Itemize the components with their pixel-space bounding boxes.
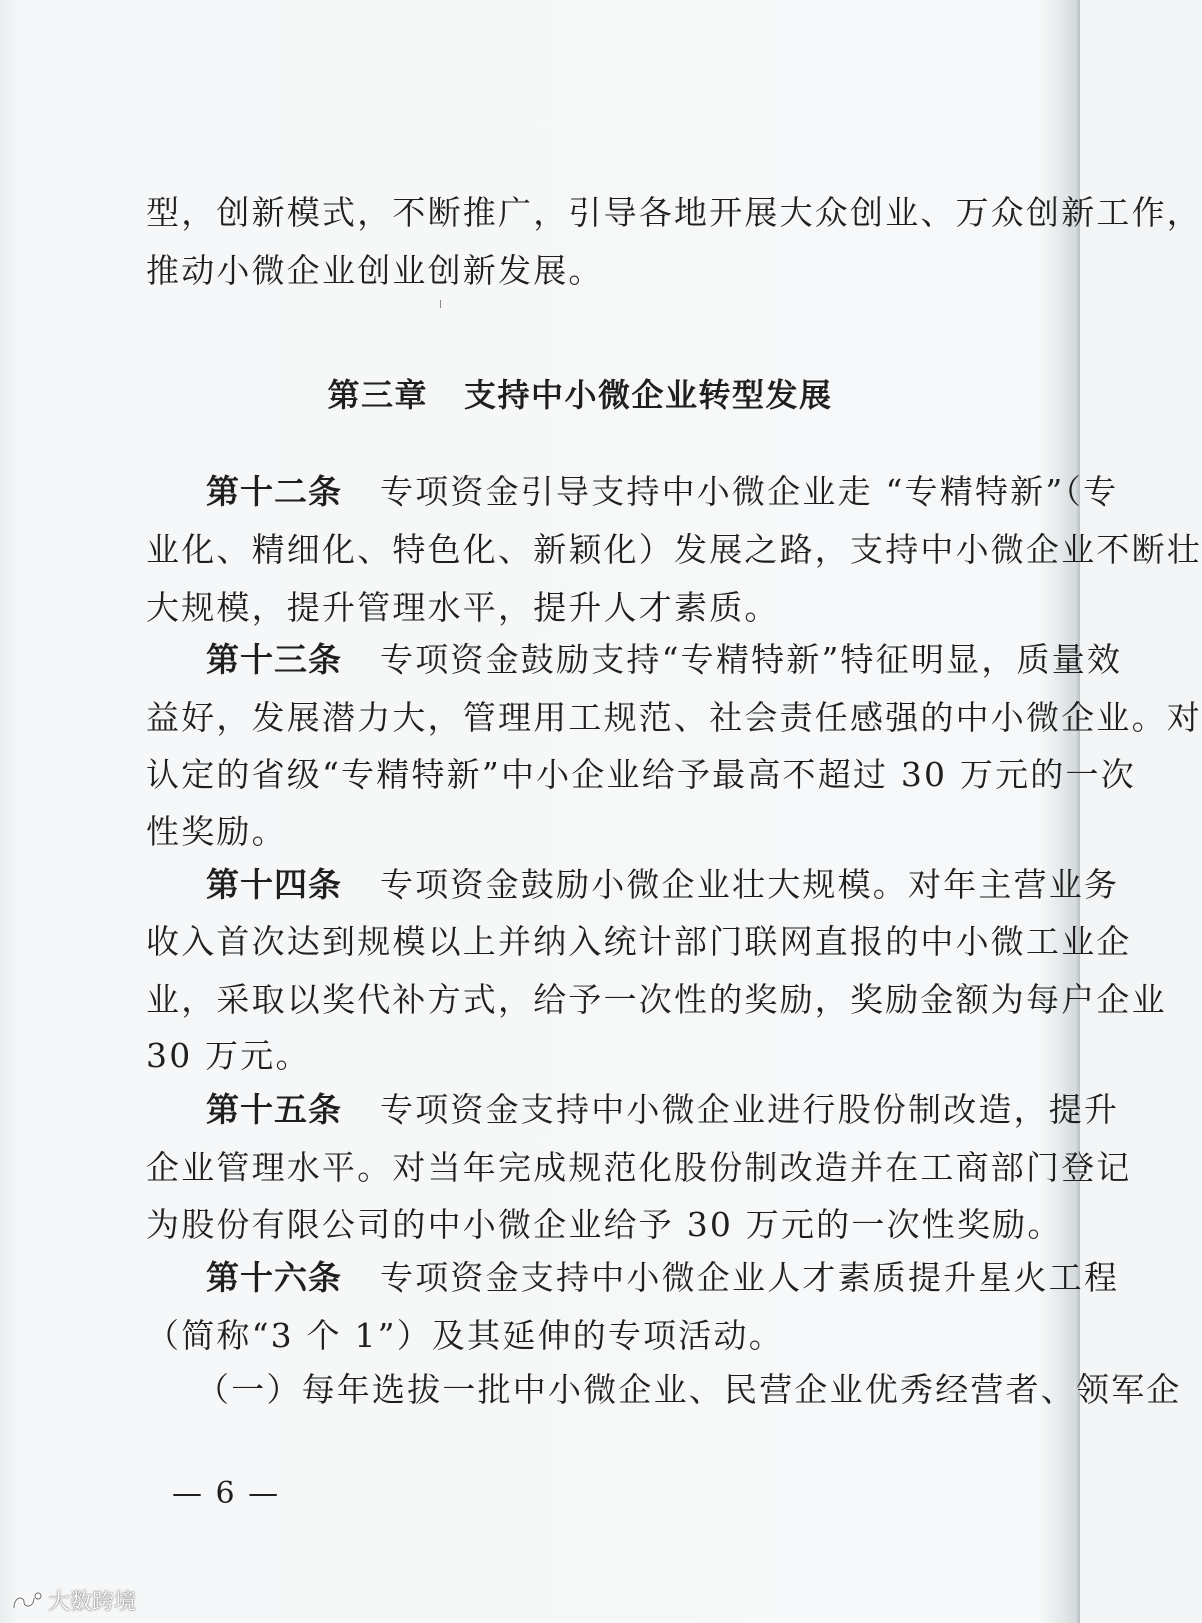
article-14-line-4: 30 万元。 bbox=[146, 1036, 311, 1075]
paragraph-line: 推动小微企业创业创新发展。 bbox=[146, 251, 604, 290]
article-14-line-1: 第十四条 专项资金鼓励小微企业壮大规模。对年主营业务 bbox=[206, 865, 1120, 904]
article-13-line-4: 性奖励。 bbox=[146, 812, 287, 851]
article-16-line-2: （简称“3 个 1”）及其延伸的专项活动。 bbox=[146, 1316, 784, 1355]
article-label: 第十四条 bbox=[206, 865, 342, 904]
article-14-line-3: 业，采取以奖代补方式，给予一次性的奖励，奖励金额为每户企业 bbox=[146, 980, 1167, 1019]
chapter-title: 支持中小微企业转型发展 bbox=[464, 376, 833, 414]
brand-logo-icon bbox=[10, 1590, 44, 1612]
article-16-line-1: 第十六条 专项资金支持中小微企业人才素质提升星火工程 bbox=[206, 1258, 1120, 1297]
paragraph-line: 型，创新模式，不断推广，引导各地开展大众创业、万众创新工作， bbox=[146, 193, 1202, 232]
article-15-line-3: 为股份有限公司的中小微企业给予 30 万元的一次性奖励。 bbox=[146, 1205, 1063, 1244]
watermark-text: 大数跨境 bbox=[48, 1590, 137, 1615]
article-label: 第十六条 bbox=[206, 1258, 342, 1297]
article-12-line-3: 大规模，提升管理水平，提升人才素质。 bbox=[146, 588, 780, 627]
item-1-line: （一）每年选拔一批中小微企业、民营企业优秀经营者、领军企 bbox=[196, 1370, 1182, 1409]
article-14-line-2: 收入首次达到规模以上并纳入统计部门联网直报的中小微工业企 bbox=[146, 922, 1132, 961]
article-13-line-3: 认定的省级“专精特新”中小企业给予最高不超过 30 万元的一次 bbox=[146, 755, 1136, 794]
article-12-line-2: 业化、精细化、特色化、新颖化）发展之路，支持中小微企业不断壮 bbox=[146, 530, 1202, 569]
chapter-number: 第三章 bbox=[327, 376, 428, 414]
article-13-line-1: 第十三条 专项资金鼓励支持“专精特新”特征明显，质量效 bbox=[206, 640, 1123, 679]
article-label: 第十二条 bbox=[206, 472, 342, 511]
article-label: 第十三条 bbox=[206, 640, 342, 679]
article-label: 第十五条 bbox=[206, 1090, 342, 1129]
article-15-line-1: 第十五条 专项资金支持中小微企业进行股份制改造，提升 bbox=[206, 1090, 1120, 1129]
scan-mark bbox=[440, 300, 441, 308]
article-13-line-2: 益好，发展潜力大，管理用工规范、社会责任感强的中小微企业。对 bbox=[146, 698, 1202, 737]
watermark bbox=[10, 1585, 136, 1616]
article-12-line-1: 第十二条 专项资金引导支持中小微企业走 “专精特新”（专 bbox=[206, 472, 1119, 511]
page-number: — 6 — bbox=[172, 1476, 281, 1511]
article-15-line-2: 企业管理水平。对当年完成规范化股份制改造并在工商部门登记 bbox=[146, 1148, 1132, 1187]
chapter-heading bbox=[0, 370, 1160, 416]
